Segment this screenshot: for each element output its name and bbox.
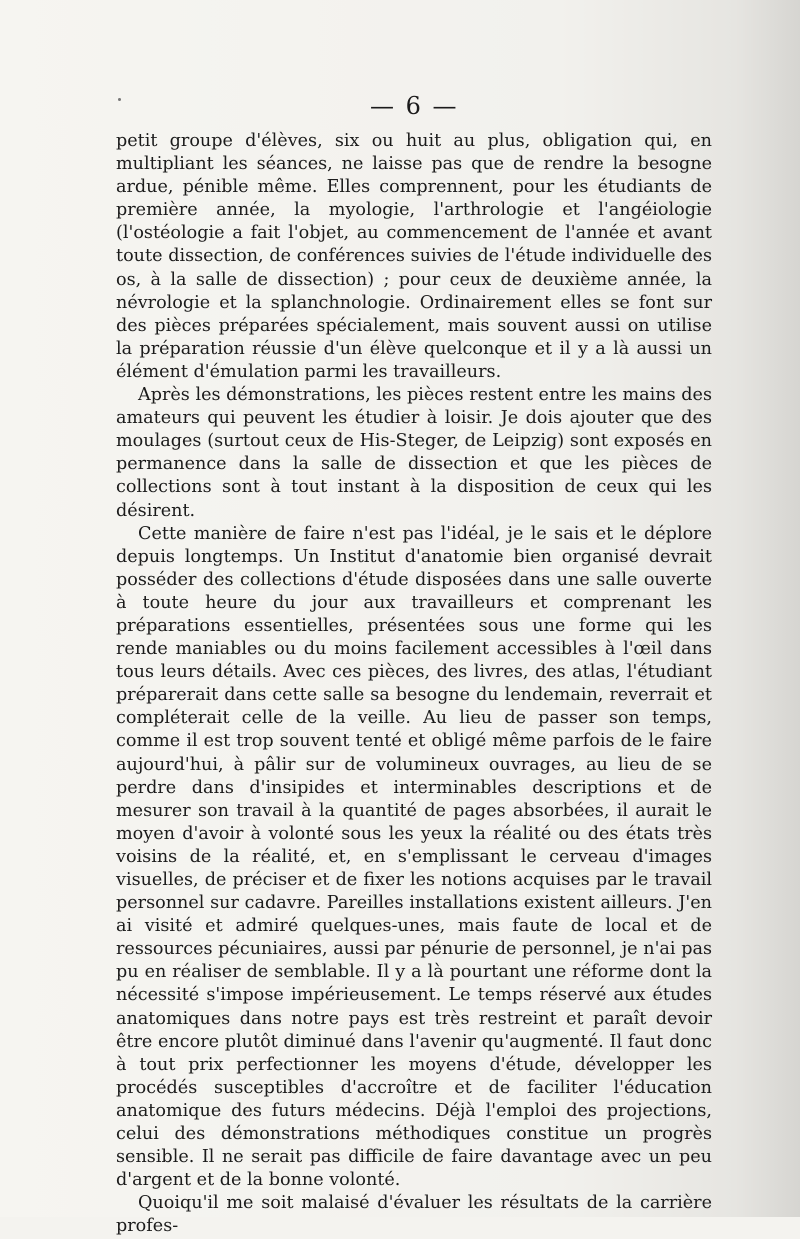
- paragraph: Après les démonstrations, les pièces restent entre les mains des amateurs qui peuvent les étudier à loisir. Je dois ajouter que des moulages (surtout ceux de His-Steger, de Leipzig) sont exposés en permanence dans la salle de dissection et que les pièces de collections sont à tout instant à la disposition de ceux qui les désirent.: [116, 385, 712, 521]
- page-number: — 6 —: [370, 92, 459, 120]
- ink-speck: [118, 98, 121, 101]
- body-text: [116, 130, 712, 1239]
- paragraph: Quoiqu'il me soit malaisé d'évaluer les résultats de la carrière profes-: [116, 1193, 712, 1237]
- paragraph: Cette manière de faire n'est pas l'idéal, je le sais et le déplore depuis longtemps. Un Institut d'anatomie bien organisé devrait posséder des collections d'étude disposées dans une salle ouverte à toute heure du jour aux travailleurs et comprenant les préparations essentielles, présentées sous une forme qui les rende maniables ou du moins facilement accessibles à l'œil dans tous leurs détails. Avec ces pièces, des livres, des atlas, l'étudiant préparerait dans cette salle sa besogne du lendemain, reverrait et compléterait celle de la veille. Au lieu de passer son temps, comme il est trop souvent tenté et obligé même parfois de le faire aujourd'hui, à pâlir sur de volumineux ouvrages, au lieu de se perdre dans d'insipides et interminables descriptions et de mesurer son travail à la quantité de pages absorbées, il aurait le moyen d'avoir à volonté sous les yeux la réalité ou des états très voisins de la réalité, et, en s'emplissant le cerveau d'images visuelles, de préciser et de fixer les notions acquises par le travail personnel sur cadavre. Pareilles installations existent ailleurs. J'en ai visité et admiré quelques-unes, mais faute de local et de ressources pécuniaires, aussi par pénurie de personnel, je n'ai pas pu en réaliser de semblable. Il y a là pourtant une réforme dont la nécessité s'impose impérieusement. Le temps réservé aux études anatomiques dans notre pays est très restreint et paraît devoir être encore plutôt diminué dans l'avenir qu'augmenté. Il faut donc à tout prix perfectionner les moyens d'étude, développer les procédés susceptibles d'accroître et de faciliter l'éducation anatomique des futurs médecins. Déjà l'emploi des projections, celui des démonstrations méthodiques constitue un progrès sensible. Il ne serait pas difficile de faire davantage avec un peu d'argent et de la bonne volonté.: [116, 523, 712, 1191]
- paragraph-continued: petit groupe d'élèves, six ou huit au plus, obligation qui, en multipliant les séances, ne laisse pas que de rendre la besogne ardue, pénible même. Elles comprennent, pour les étudiants de première année, la myologie, l'arthrologie et l'angéiologie (l'ostéologie a fait l'objet, au commencement de l'année et avant toute dissection, de conférences suivies de l'étude individuelle des os, à la salle de dissection) ; pour ceux de deuxième année, la névrologie et la splanchnologie. Ordinairement elles se font sur des pièces préparées spécialement, mais souvent aussi on utilise la préparation réussie d'un élève quelconque et il y a là aussi un élément d'émulation parmi les travailleurs.: [116, 131, 712, 382]
